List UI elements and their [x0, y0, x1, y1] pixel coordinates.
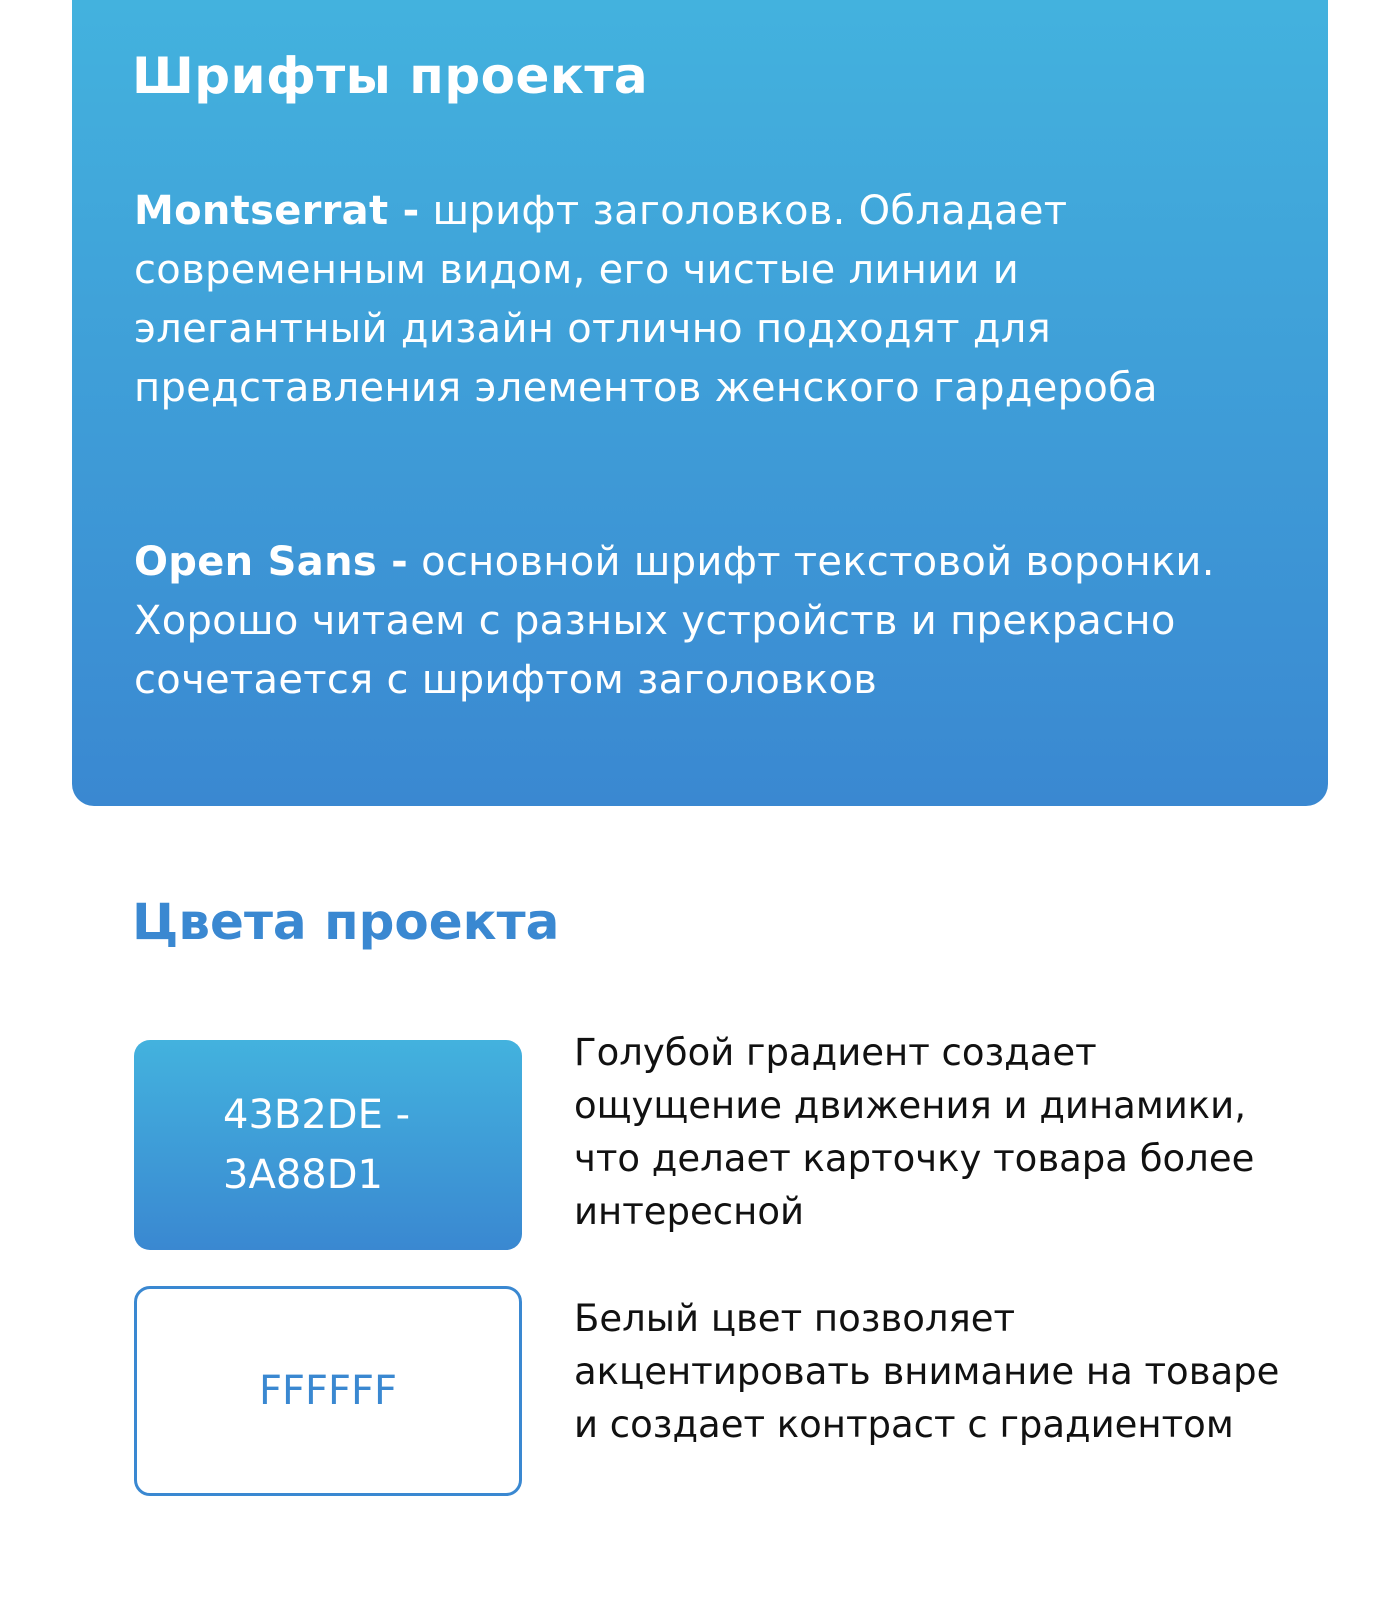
font-name-montserrat: Montserrat - — [134, 188, 420, 234]
color-swatch-white — [134, 1286, 522, 1496]
font-name-open-sans: Open Sans - — [134, 539, 409, 585]
color-code-gradient: 43B2DE - 3A88D1 — [223, 1092, 411, 1198]
color-description-gradient: Голубой градиент создает ощущение движения и динамики, что делает карточку товара более интересной — [574, 1031, 1255, 1233]
font-description-montserrat — [134, 182, 1274, 418]
font-text-open-sans: основной шрифт текстовой воронки. Хорошо читаем с разных устройств и прекрасно сочетается с шрифтом заголовков — [134, 539, 1215, 703]
fonts-section-title: Шрифты проекта — [132, 47, 649, 105]
color-code-white: FFFFFF — [258, 1368, 398, 1414]
colors-section-title: Цвета проекта — [132, 893, 560, 951]
font-description-open-sans — [134, 533, 1274, 710]
fonts-card — [72, 0, 1328, 806]
font-text-montserrat: шрифт заголовков. Обладает современным видом, его чистые линии и элегантный дизайн отлично подходят для представления элементов женского гардероба — [134, 188, 1158, 411]
color-description-white: Белый цвет позволяет акцентировать внимание на товаре и создает контраст с градиентом — [574, 1297, 1280, 1446]
color-swatch-gradient — [134, 1040, 522, 1250]
